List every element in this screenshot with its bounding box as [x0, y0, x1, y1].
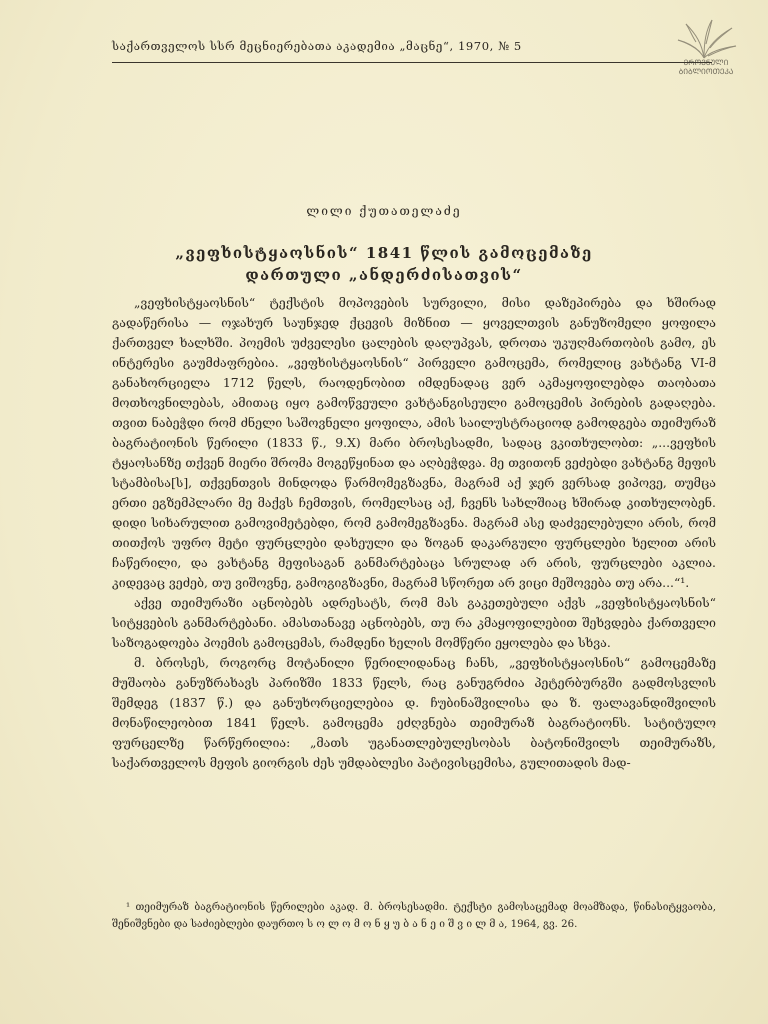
footnote: ¹ თეიმურაზ ბაგრატიონის წერილები აკად. მ. ბროსესადმი. ტექსტი გამოსაცემად მოამზადა, წინასიტყვაობა, შენიშვნები და საძიებლები დაურთო ს ო ლ ო მ ო ნ ყ უ ბ ა ნ ე ი შ ვ ი ლ მ ა, 1964, გვ. 26.: [112, 902, 716, 930]
body-paragraph: აქვე თეიმურაზი აცნობებს ადრესატს, რომ მას გაკეთებული აქვს „ვეფხისტყაოსნის“ სიტყვების განმარტებანი. ამასთანავე აცნობებს, თუ რა კმაყოფილებით შეხვდება ქართველი საზოგადოება პოემის გამოცემას, რამდენი ხელის მომწერი ეყოლება და სხვა.: [112, 595, 716, 650]
body-paragraph: მ. ბროსეს, როგორც მოტანილი წერილიდანაც ჩანს, „ვეფხისტყაოსნის“ გამოცემაზე მუშაობა განუზრახავს პარიზში 1833 წელს, რაც განუგრძია პეტერბურგში გადმოსვლის შემდეგ (1837 წ.) და განუხორციელებია დ. ჩუბინაშვილისა და ზ. ფალავანდიშვილის მონაწილეობით 1841 წელს. გამოცემა ეძღვნება თეიმურაზ ბაგრატიონს. სატიტულო ფურცელზე წარწერილია: „მათს უგანათლებულესობას ბატონიშვილს თეიმურაზს, საქართველოს მეფის გიორგის ძეს უმდაბლესი პატივისცემისა, გულითადის მად-: [112, 655, 716, 770]
article-author: ლილი ქუთათელაძე: [306, 204, 462, 218]
article-title-line-2: დართული „ანდერძისათვის“: [245, 266, 523, 284]
body-paragraph: „ვეფხისტყაოსნის“ ტექსტის მოპოვების სურვილი, მისი დაზეპირება და ხშირად გადაწერისა — ოჯახურ საუნჯედ ქცევის მიზნით — ყოველთვის განუზომელი ყოფილა ქართველ ხალხში. პოემის უძველესი ცალების დაღუპვას, დროთა უკუღმართობის გამო, ეს ინტერესი გაუმძაფრებია. „ვეფხისტყაოსნის“ პირველი გამოცემა, რომელიც ვახტანგ VI-მ განახორციელა 1712 წელს, რაოდენობით იმდენადაც ვერ აკმაყოფილებდა თაობათა მოთხოვნილებას, ამითაც იყო გამოწვეული ვახტანგისეული გამოცემის პირების გადაღება. თვით ნაბეჭდი რომ ძნელი საშოვნელი ყოფილა, ამის საილუსტრაციოდ გამოდგება თეიმურაზ ბაგრატიონის წერილი (1833 წ., 9.X) მარი ბროსესადმი, სადაც ვკითხულობთ: „...ვეფხის ტყაოსანზე თქვენ მიერი შრომა მოგეწყინათ და აღბეჭდვა. მე თვითონ ვეძებდი ვახტანგ მეფის სტამბისა[ს], თქვენთვის მინდოდა წარმომეგზავნა, მაგრამ აქ ჯერ ვერსად ვიპოვე, თუმცა ერთი ეგზემპლარი მე მაქვს ჩემთვის, რომელსაც აქ, ჩვენს სახლშიაც ხშირად კითხულობენ. დიდი სიხარულით გამოვიმეტებდი, რომ გამომეგზავნა. მაგრამ ასე დაძველებული არის, რომ თითქოს უფრო მეტი ფურცლები დახეული და ზოგან დაკარგული ფურცლები ხელით არის ჩაწერილი, და ვახტანგ მეფისაგან განმარტებაცა სრულად არ არის, ფურცლები აკლია. კიდევაც ვეძებ, თუ ვიშოვნე, გამოგიგზავნი, მაგრამ სწორეთ არ ვიცი მეშოვება თუ არა...“¹.: [112, 295, 716, 590]
article-body: [112, 293, 716, 773]
library-stamp-text: ᲔᲠᲝᲕᲜᲣᲚᲘ ᲑᲘᲑᲚᲘᲝᲗᲔᲙᲐ: [678, 58, 734, 76]
running-header: საქართველოს სსრ მეცნიერებათა აკადემია „მაცნე“, 1970, № 5: [112, 39, 522, 53]
header-rule: [112, 62, 712, 63]
article-title-line-1: „ვეფხისტყაოსნის“ 1841 წლის გამოცემაზე: [175, 244, 593, 262]
article-title: [80, 242, 688, 286]
